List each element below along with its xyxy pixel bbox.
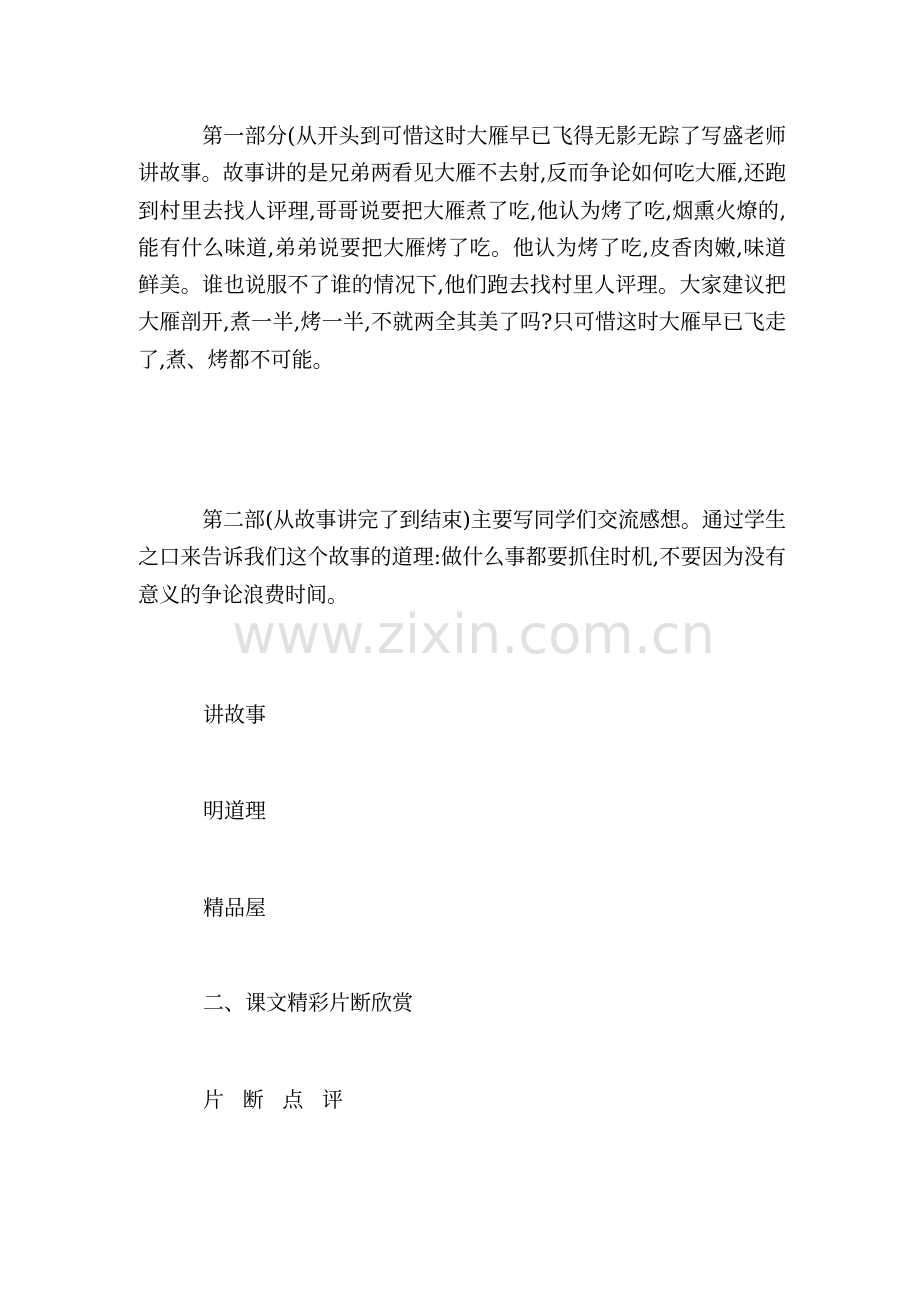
watermark: www.zixin.com.cn <box>232 603 715 666</box>
section-heading: 二、课文精彩片断欣赏 <box>203 991 413 1015</box>
fragment-comment-heading: 片 断 点 评 <box>203 1088 350 1112</box>
line-explain-reason: 明道理 <box>203 799 266 823</box>
line-tell-story: 讲故事 <box>203 703 266 727</box>
paragraph-part-one: 第一部分(从开头到可惜这时大雁早已飞得无影无踪了写盛老师讲故事。故事讲的是兄弟两看见大雁不去射,反而争论如何吃大雁,还跑到村里去找人评理,哥哥说要把大雁煮了吃,他认为烤了吃,烟熏火燎的,能有什么味道,弟弟说要把大雁烤了吃。他认为烤了吃,皮香肉嫩,味道鲜美。谁也说服不了谁的情况下,他们跑去找村里人评理。大家建议把大雁剖开,煮一半,烤一半,不就两全其美了吗?只可惜这时大雁早已飞走了,煮、烤都不可能。 <box>138 124 786 372</box>
paragraph-part-two: 第二部(从故事讲完了到结束)主要写同学们交流感想。通过学生之口来告诉我们这个故事的道理:做什么事都要抓住时机,不要因为没有意义的争论浪费时间。 <box>138 508 786 607</box>
line-boutique-room: 精品屋 <box>203 896 266 920</box>
